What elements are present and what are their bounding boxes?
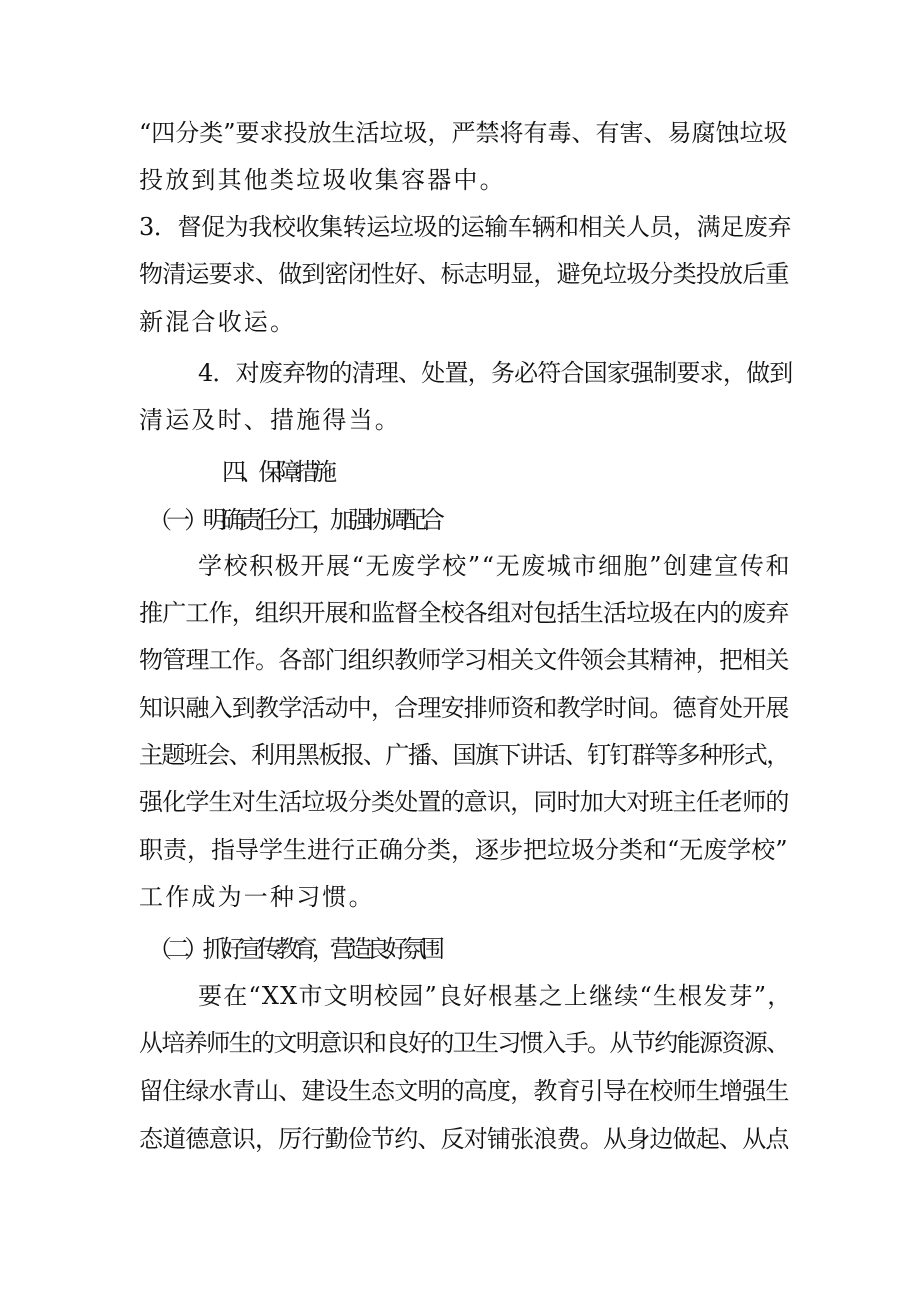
paragraph-2-line-3: 留住绿水青山、建设生态文明的高度，教育引导在校师生增强生: [139, 1077, 789, 1105]
paragraph-1-line-3: 物管理工作。各部门组织教师学习相关文件领会其精神，把相关: [139, 646, 789, 674]
paragraph-2-line-4: 态道德意识，厉行勤俭节约、反对铺张浪费。从身边做起、从点: [139, 1125, 789, 1153]
paragraph-1-line-6: 强化学生对生活垃圾分类处置的意识，同时加大对班主任老师的: [139, 788, 789, 816]
body-line-2: 投放到其他类垃圾收集容器中。: [139, 166, 506, 194]
paragraph-1-line-4: 知识融入到教学活动中，合理安排师资和教学时间。德育处开展: [139, 694, 789, 722]
list-item-3-line-3: 新混合收运。: [139, 308, 297, 336]
subsection-heading-2: （二）抓好宣传教育，营造良好氛围: [148, 935, 440, 963]
list-item-4-line-1: 4．对废弃物的清理、处置，务必符合国家强制要求，做到: [198, 359, 793, 387]
list-item-4-line-2: 清运及时、措施得当。: [139, 406, 401, 434]
subsection-heading-1: （一）明确责任分工，加强协调配合: [148, 506, 440, 534]
list-item-3-line-1: 3．督促为我校收集转运垃圾的运输车辆和相关人员，满足废弃: [139, 213, 792, 241]
paragraph-1-line-8: 工作成为一种习惯。: [139, 883, 375, 911]
paragraph-1-line-2: 推广工作，组织开展和监督全校各组对包括生活垃圾在内的废弃: [139, 599, 789, 627]
list-item-3-line-2: 物清运要求、做到密闭性好、标志明显，避免垃圾分类投放后重: [139, 260, 789, 288]
body-line-1: “四分类”要求投放生活垃圾，严禁将有毒、有害、易腐蚀垃圾: [139, 119, 788, 147]
paragraph-1-line-7: 职责，指导学生进行正确分类，逐步把垃圾分类和“无废学校”: [139, 836, 788, 864]
section-heading-4: 四、保障措施: [222, 458, 332, 486]
paragraph-1-line-1: 学校积极开展“无废学校”“无废城市细胞”创建宣传和: [198, 552, 792, 580]
paragraph-1-line-5: 主题班会、利用黑板报、广播、国旗下讲话、钉钉群等多种形式，: [139, 741, 789, 769]
paragraph-2-line-2: 从培养师生的文明意识和良好的卫生习惯入手。从节约能源资源、: [139, 1029, 789, 1057]
paragraph-2-line-1: 要在“XX市文明校园”良好根基之上继续“生根发芽”，: [198, 982, 793, 1010]
